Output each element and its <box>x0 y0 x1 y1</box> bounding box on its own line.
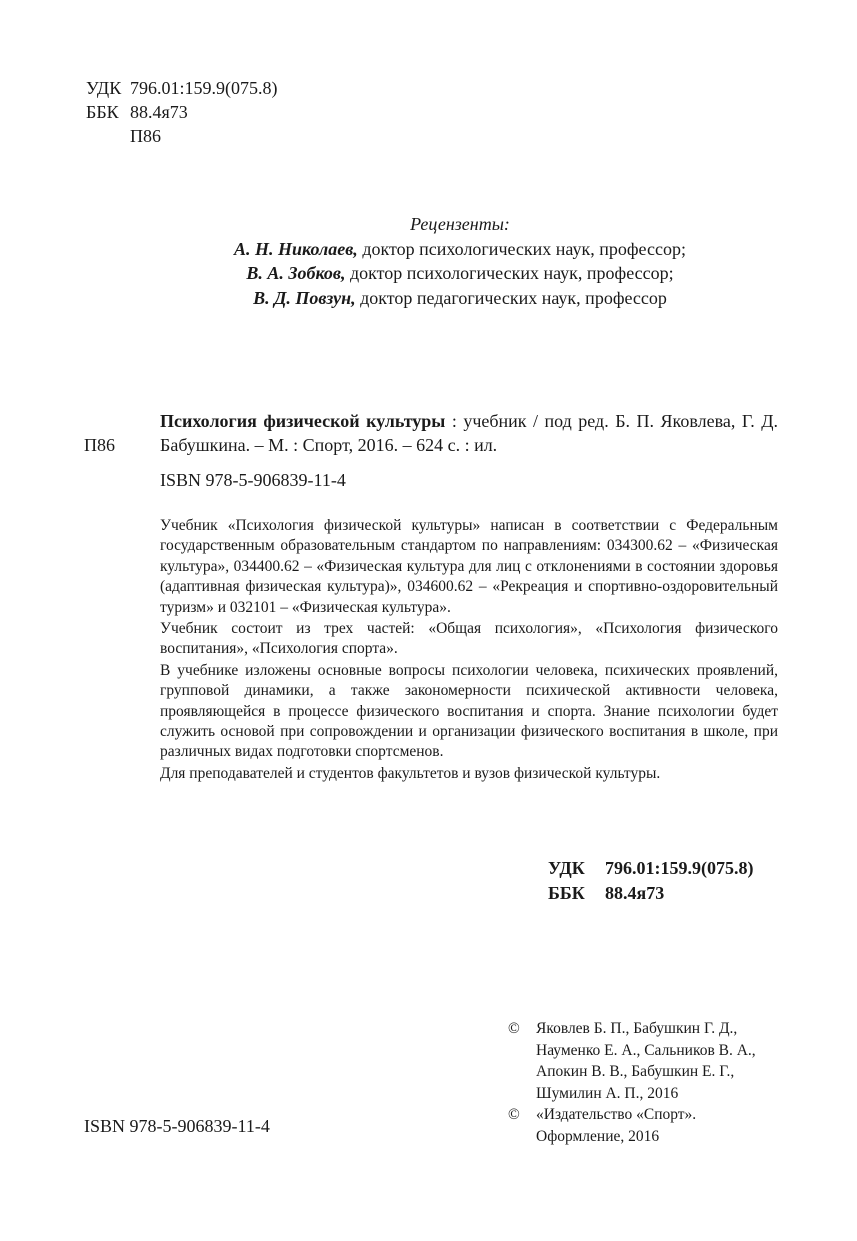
reviewer-description: доктор педагогических наук, профессор <box>355 287 667 308</box>
bibliographic-details: : учебник / под ред. Б. П. Яковлева, Г. Д. Бабушкина. – М. : Спорт, 2016. – 624 с. : ил. <box>160 411 778 455</box>
bbk-code: 88.4я73 <box>130 102 188 122</box>
copyright-line <box>508 1018 788 1040</box>
copyright-line <box>508 1061 788 1083</box>
reviewer-description: доктор психологических наук, профессор; <box>345 263 674 283</box>
copyright-line <box>508 1126 788 1148</box>
book-title: Психология физической культуры <box>160 411 446 431</box>
udk-row <box>86 76 278 100</box>
udk-label: УДК <box>548 858 585 878</box>
bibliographic-isbn: ISBN 978-5-906839-11-4 <box>160 470 346 490</box>
copyright-text: Шумилин А. П., 2016 <box>536 1084 679 1102</box>
reviewers-title: Рецензенты: <box>410 214 510 234</box>
footer-classification <box>548 856 753 906</box>
copyright-line <box>508 1040 788 1062</box>
reviewer-item <box>140 286 780 311</box>
header-classification <box>86 76 278 148</box>
copyright-text: Апокин В. В., Бабушкин Е. Г., <box>536 1063 735 1080</box>
udk-code: 796.01:159.9(075.8) <box>130 78 278 98</box>
reviewer-name: А. Н. Николаев, <box>234 238 358 259</box>
copyright-line <box>508 1083 788 1105</box>
copyright-text: «Издательство «Спорт». <box>536 1106 697 1123</box>
reviewer-name: В. Д. Повзун, <box>253 287 356 308</box>
udk-row <box>548 856 753 881</box>
copyright-text: Оформление, 2016 <box>536 1127 660 1145</box>
bbk-row <box>548 881 753 906</box>
copyright-block <box>508 1018 788 1147</box>
annotation-paragraph: Для преподавателей и студентов факультетов и вузов физической культуры. <box>160 764 661 782</box>
copyright-symbol: © <box>508 1020 520 1037</box>
annotation-paragraph: Учебник состоит из трех частей: «Общая психология», «Психология физического воспитания», «Психология спорта». <box>160 620 778 658</box>
copyright-symbol: © <box>508 1106 520 1123</box>
udk-code: 796.01:159.9(075.8) <box>605 858 754 878</box>
annotation-paragraph: Учебник «Психология физической культуры» написан в соответствии с Федеральным государственным образовательным стандартом по направлениям: 034300.62 – «Физическая культура», 034400.62 – «Физическая культура для лиц с отклонениями в состоянии здоровья (адаптивная физическая культура)», 034600.62 – «Рекреация и спортивно-оздоровительный туризм» и 032101 – «Физическая культура». <box>160 517 778 616</box>
copyright-text: Науменко Е. А., Сальников В. А., <box>536 1041 756 1059</box>
bbk-code: 88.4я73 <box>605 883 665 903</box>
bbk-label: ББК <box>86 102 119 122</box>
author-mark: П86 <box>130 126 161 146</box>
annotation-paragraph: В учебнике изложены основные вопросы психологии человека, психических проявлений, групповой динамики, а также закономерности психической активности человека, проявляющейся в процессе физического воспитания и спорта. Знание психологии будет служить основой при сопровождении и организации физического воспитания в школе, при различных видах подготовки спортсменов. <box>160 661 778 761</box>
reviewer-item <box>140 237 780 262</box>
udk-label: УДК <box>86 78 122 98</box>
reviewer-description: доктор психологических наук, профессор; <box>357 238 686 259</box>
bbk-row <box>86 100 278 124</box>
isbn-bottom: ISBN 978-5-906839-11-4 <box>84 1116 270 1136</box>
copyright-line <box>508 1104 788 1126</box>
copyright-text: Яковлев Б. П., Бабушкин Г. Д., <box>536 1020 738 1037</box>
reviewer-item <box>140 261 780 286</box>
bibliographic-description <box>160 409 778 457</box>
annotation <box>160 516 778 785</box>
bibliographic-author-mark: П86 <box>84 435 115 455</box>
reviewer-name: В. А. Зобков, <box>246 263 346 283</box>
reviewers-block <box>140 212 780 310</box>
bbk-label: ББК <box>548 883 585 903</box>
